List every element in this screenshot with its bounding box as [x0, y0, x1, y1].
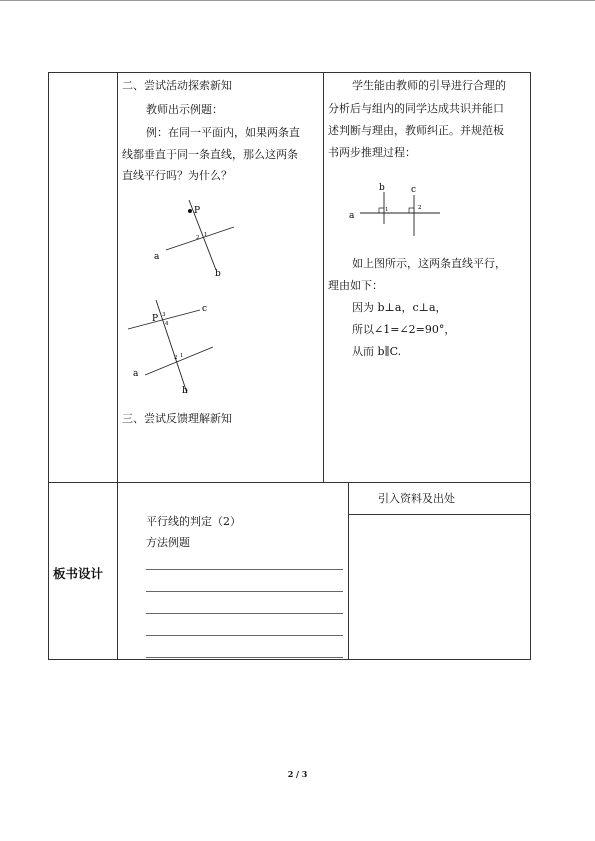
fig3-label-b: b	[379, 183, 385, 193]
example-line-1: 例：在同一平面内，如果两条直	[146, 126, 300, 139]
right-line-3: 述判断与理由，教师纠正。并规范板	[328, 124, 504, 137]
fig2-label-p: P	[152, 314, 159, 324]
fig3-label-a: a	[349, 211, 355, 221]
writing-line-2	[146, 591, 343, 592]
section2-intro: 教师出示例题：	[146, 103, 223, 116]
fig2-angle-2: 2	[174, 355, 178, 361]
writing-line-5	[146, 657, 343, 658]
reasoning-line-1: 如上图所示，这两条直线平行，	[352, 257, 506, 270]
fig1-label-a: a	[154, 252, 160, 262]
header-rule	[0, 0, 595, 1]
col-divider-1	[117, 72, 118, 660]
fig1-angle-2: 2	[196, 235, 200, 241]
col-divider-2	[323, 72, 324, 482]
fig3-angle-1: 1	[385, 207, 389, 213]
writing-line-4	[146, 635, 343, 636]
point-p	[188, 209, 192, 213]
fig2-angle-3: 3	[162, 312, 166, 318]
board-subtitle: 方法例题	[146, 536, 190, 549]
fig2-label-b: b	[182, 386, 188, 396]
row-divider-2	[348, 514, 531, 515]
right-line-2: 分析后与组内的同学达成共识并能口	[328, 102, 504, 115]
reasoning-line-3: 因为 b⊥a，c⊥a，	[352, 301, 447, 314]
section3-heading: 三、尝试反馈理解新知	[122, 412, 232, 425]
row-divider-1	[48, 482, 531, 483]
fig1-label-b: b	[215, 269, 221, 279]
fig3-angle-2: 2	[418, 205, 422, 211]
board-title: 平行线的判定（2）	[146, 515, 241, 528]
figure-3-diagram	[345, 178, 445, 238]
fig2-angle-1: 1	[180, 353, 184, 359]
fig3-label-c: c	[411, 185, 417, 195]
figure-1-diagram	[150, 195, 250, 280]
writing-line-1	[146, 569, 343, 570]
reference-label: 引入资料及出处	[378, 492, 455, 505]
right-line-4: 书两步推理过程：	[328, 146, 416, 159]
example-line-2: 线都垂直于同一条直线，那么这两条	[122, 148, 298, 161]
fig1-angle-1: 1	[204, 232, 208, 238]
page-number: 2 / 3	[287, 769, 308, 779]
section2-heading: 二、尝试活动探索新知	[122, 79, 232, 92]
col-divider-3	[348, 482, 349, 660]
reasoning-line-5: 从而 b∥C.	[352, 345, 402, 358]
fig2-label-a: a	[133, 369, 139, 379]
fig2-label-c: c	[202, 304, 208, 314]
right-line-1: 学生能由教师的引导进行合理的	[352, 79, 506, 92]
board-design-label: 板书设计	[53, 566, 104, 581]
reasoning-line-4: 所以∠1=∠2=90°，	[352, 323, 456, 336]
example-line-3: 直线平行吗？为什么？	[122, 169, 232, 182]
fig1-label-p: P	[194, 206, 201, 216]
reasoning-line-2: 理由如下：	[328, 279, 383, 292]
fig2-angle-4: 4	[165, 321, 169, 327]
writing-line-3	[146, 613, 343, 614]
figure-2-diagram	[125, 295, 230, 400]
